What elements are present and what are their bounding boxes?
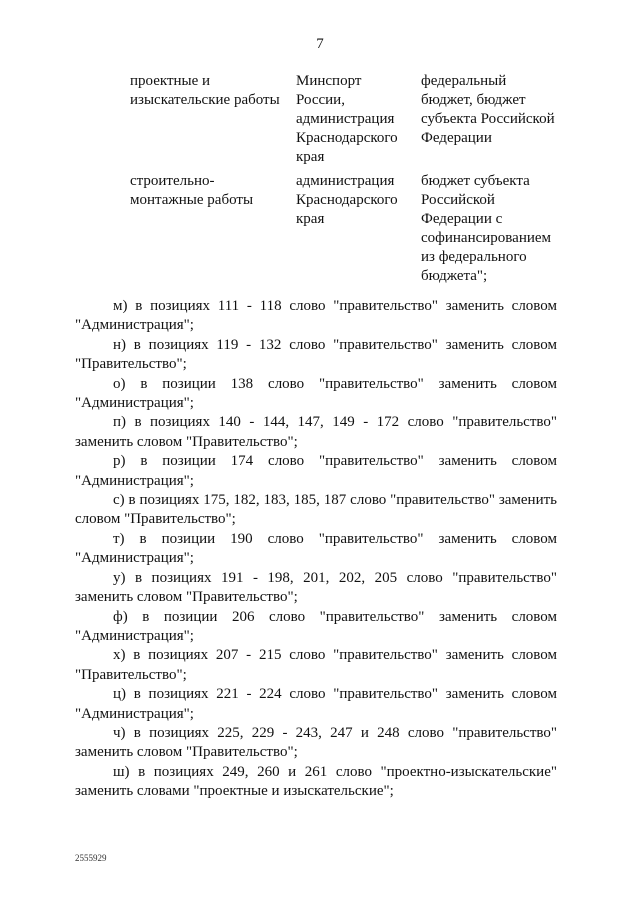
amendment-first-line: ч) в позициях 225, 229 - 243, 247 и 248 слово "правительство" xyxy=(113,724,557,741)
amendment-continuation: "Администрация"; xyxy=(75,317,194,334)
amendment-p xyxy=(75,413,557,452)
cell-line: бюджет субъекта xyxy=(421,173,530,189)
amendment-continuation: заменить словом "Правительство"; xyxy=(75,589,298,606)
cell-line: бюджета"; xyxy=(421,268,488,284)
amendment-r xyxy=(75,452,557,491)
amendments-list xyxy=(75,297,557,802)
amendment-continuation: "Администрация"; xyxy=(75,395,194,412)
amendment-continuation: "Администрация"; xyxy=(75,705,194,722)
amendment-continuation: заменить словом "Правительство"; xyxy=(75,744,298,761)
table-row-2-responsible xyxy=(296,172,416,229)
amendment-continuation: "Правительство"; xyxy=(75,356,187,373)
amendment-continuation: заменить словом "Правительство"; xyxy=(75,433,298,450)
amendment-ts xyxy=(75,685,557,724)
table-row-2-funding xyxy=(421,172,571,286)
amendment-kh xyxy=(75,646,557,685)
cell-line: строительно- xyxy=(130,173,215,189)
amendment-first-line: м) в позициях 111 - 118 слово "правительство" заменить словом xyxy=(113,298,557,314)
cell-line: Российской xyxy=(421,192,495,208)
cell-line: администрация xyxy=(296,173,395,189)
amendment-sh xyxy=(75,763,557,802)
cell-line: софинансированием xyxy=(421,230,552,246)
amendment-continuation: "Правительство"; xyxy=(75,666,187,683)
cell-line: Федерации с xyxy=(421,211,503,227)
amendment-first-line: с) в позициях 175, 182, 183, 185, 187 слово "правительство" заменить xyxy=(113,492,557,509)
amendment-n xyxy=(75,336,557,375)
amendment-continuation: словом "Правительство"; xyxy=(75,511,236,528)
amendment-first-line: у) в позициях 191 - 198, 201, 202, 205 слово "правительство" xyxy=(113,569,557,586)
amendment-t xyxy=(75,530,557,569)
cell-line: монтажные работы xyxy=(130,192,254,208)
cell-line: субъекта Российской xyxy=(421,111,555,127)
cell-line: края xyxy=(296,211,325,227)
amendment-first-line: о) в позиции 138 слово "правительство" заменить словом xyxy=(113,375,557,392)
page-number: 7 xyxy=(316,36,324,52)
amendment-first-line: ф) в позиции 206 слово "правительство" заменить словом xyxy=(113,608,557,625)
cell-line: России, xyxy=(296,92,345,108)
amendment-first-line: ц) в позициях 221 - 224 слово "правительство" заменить словом xyxy=(113,686,557,703)
amendment-s xyxy=(75,491,557,530)
cell-line: Краснодарского xyxy=(296,192,398,208)
cell-line: из федерального xyxy=(421,249,527,265)
amendment-first-line: х) в позициях 207 - 215 слово "правительство" заменить словом xyxy=(113,647,557,664)
amendment-continuation: "Администрация"; xyxy=(75,627,194,644)
cell-line: Федерации xyxy=(421,130,492,146)
cell-line: администрация xyxy=(296,111,395,127)
amendment-m xyxy=(75,297,557,336)
amendment-first-line: ш) в позициях 249, 260 и 261 слово "проектно-изыскательские" xyxy=(113,763,557,780)
amendment-f xyxy=(75,608,557,647)
amendment-first-line: п) в позициях 140 - 144, 147, 149 - 172 слово "правительство" xyxy=(113,414,557,431)
cell-line: бюджет, бюджет xyxy=(421,92,526,108)
amendment-continuation: "Администрация"; xyxy=(75,472,194,489)
document-id: 2555929 xyxy=(75,853,107,863)
cell-line: изыскательские работы xyxy=(130,92,280,108)
amendment-o xyxy=(75,375,557,414)
cell-line: федеральный xyxy=(421,73,507,89)
amendment-first-line: н) в позициях 119 - 132 слово "правительство" заменить словом xyxy=(113,336,557,353)
amendment-u xyxy=(75,569,557,608)
cell-line: Краснодарского xyxy=(296,130,398,146)
amendment-first-line: р) в позиции 174 слово "правительство" заменить словом xyxy=(113,453,557,470)
amendment-first-line: т) в позиции 190 слово "правительство" заменить словом xyxy=(113,530,557,547)
cell-line: Минспорт xyxy=(296,73,362,89)
amendment-continuation: заменить словами "проектные и изыскательские"; xyxy=(75,783,394,800)
table-row-2-work xyxy=(130,172,290,210)
cell-line: проектные и xyxy=(130,73,211,89)
amendment-ch xyxy=(75,724,557,763)
table-row-1-funding xyxy=(421,72,571,148)
cell-line: края xyxy=(296,149,325,165)
table-row-1-work xyxy=(130,72,290,110)
amendment-continuation: "Администрация"; xyxy=(75,550,194,567)
table-row-1-responsible xyxy=(296,72,416,167)
